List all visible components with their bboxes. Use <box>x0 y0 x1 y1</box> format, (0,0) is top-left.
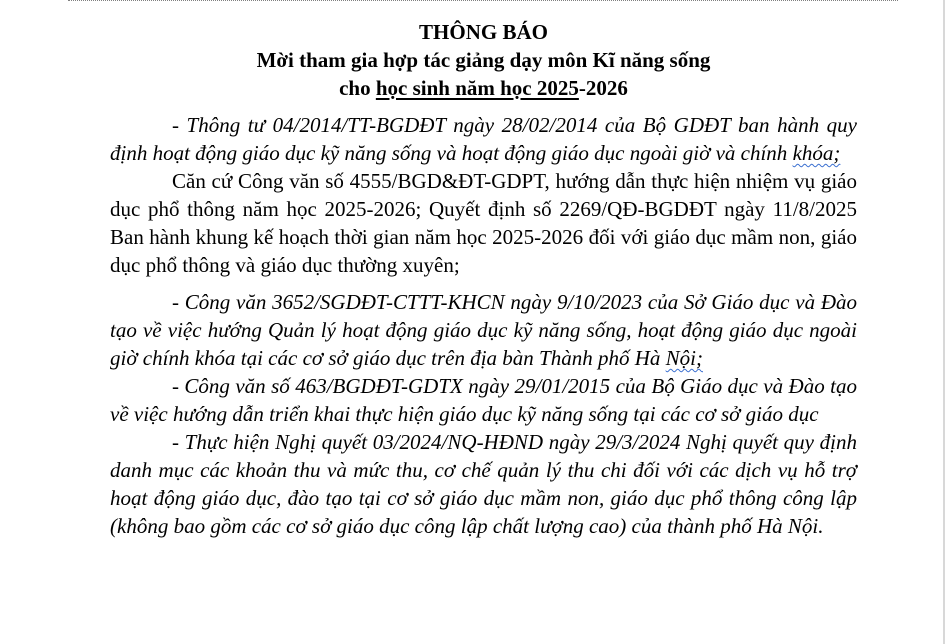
paragraph-official-letter-3652 <box>110 288 857 372</box>
page-top-border <box>68 0 898 3</box>
spellcheck-word: Nội; <box>665 346 703 370</box>
subtitle-suffix: -2026 <box>578 76 628 100</box>
subtitle-prefix: cho <box>339 76 376 100</box>
subtitle-underlined: học sinh năm học 2025 <box>375 76 579 100</box>
document-subtitle-line-1: Mời tham gia hợp tác giảng dạy môn Kĩ năng sống <box>256 48 711 72</box>
paragraph-text: - Công văn 3652/SGDĐT-CTTT-KHCN ngày 9/10/2023 của Sở Giáo dục và Đào tạo về việc hướng Quản lý hoạt động giáo dục kỹ năng sống, hoạt động giáo dục ngoài giờ chính khóa tại các cơ sở giáo dục trên địa bàn Thành phố Hà <box>110 290 857 370</box>
paragraph-text: - Thông tư 04/2014/TT-BGDĐT ngày 28/02/2014 của Bộ GDĐT ban hành quy định hoạt động giáo dục kỹ năng sống và hoạt động giáo dục ngoài giờ và chính <box>110 113 857 165</box>
document-title: THÔNG BÁO <box>419 20 548 44</box>
document-body <box>110 18 857 540</box>
paragraph-official-letter-4555: Căn cứ Công văn số 4555/BGD&ĐT-GDPT, hướng dẫn thực hiện nhiệm vụ giáo dục phổ thông năm học 2025-2026; Quyết định số 2269/QĐ-BGDĐT ngày 11/8/2025 Ban hành khung kế hoạch thời gian năm học 2025-2026 đối với giáo dục mầm non, giáo dục phổ thông và giáo dục thường xuyên; <box>110 169 857 277</box>
paragraph-circular-04-2014 <box>110 111 857 167</box>
window-edge <box>943 0 945 644</box>
paragraph-resolution-03-2024: - Thực hiện Nghị quyết 03/2024/NQ-HĐND ngày 29/3/2024 Nghị quyết quy định danh mục các khoản thu và mức thu, cơ chế quản lý thu chi đối với các dịch vụ hỗ trợ hoạt động giáo dục, đào tạo tại cơ sở giáo dục mầm non, giáo dục phổ thông công lập (không bao gồm các cơ sở giáo dục công lập chất lượng cao) của thành phố Hà Nội. <box>110 430 857 538</box>
spellcheck-word: khóa; <box>792 141 841 165</box>
paragraph-official-letter-463: - Công văn số 463/BGDĐT-GDTX ngày 29/01/2015 của Bộ Giáo dục và Đào tạo về việc hướng dẫn triển khai thực hiện giáo dục kỹ năng sống tại các cơ sở giáo dục <box>110 374 857 426</box>
document-subtitle-line-2 <box>110 74 857 102</box>
